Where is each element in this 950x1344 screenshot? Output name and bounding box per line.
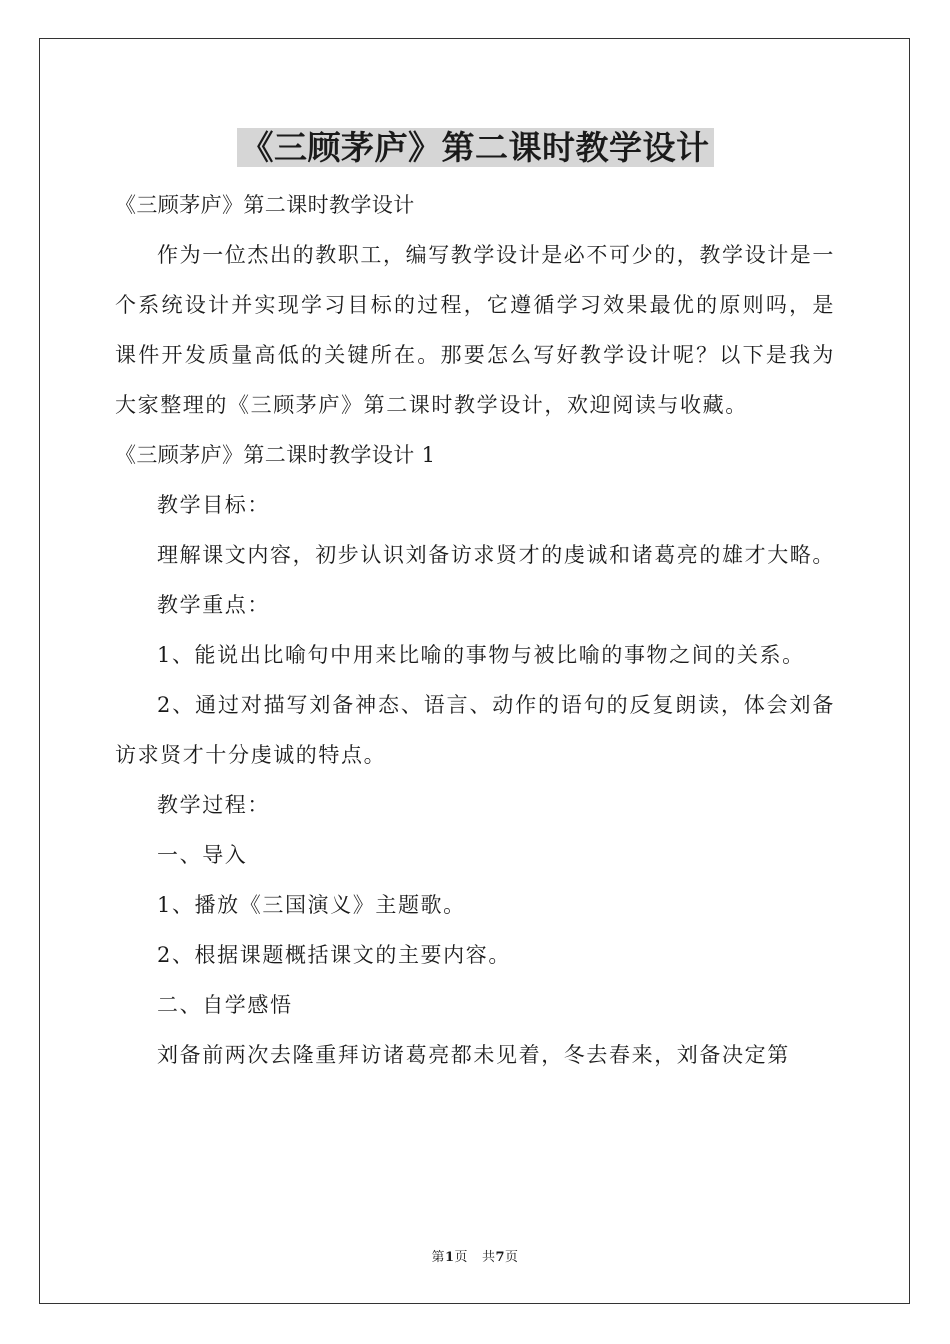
intro-paragraph: 作为一位杰出的教职工，编写教学设计是必不可少的，教学设计是一个系统设计并实现学习目标的过程，它遵循学习效果最优的原则吗，是课件开发质量高低的关键所在。那要怎么写好教学设计呢？以下是我为大家整理的《三顾茅庐》第二课时教学设计，欢迎阅读与收藏。 xyxy=(115,243,835,417)
footer-page-prefix: 第 xyxy=(431,1250,445,1265)
footer-page-suffix: 页 xyxy=(454,1250,469,1265)
footer-total-prefix: 共 xyxy=(481,1250,496,1265)
step-intro-item-1: 1、播放《三国演义》主题歌。 xyxy=(157,893,466,917)
subtitle-line: 《三顾茅庐》第二课时教学设计 xyxy=(115,193,415,217)
step-self-study-heading: 二、自学感悟 xyxy=(157,993,293,1017)
step-intro-heading: 一、导入 xyxy=(157,843,248,867)
heading-teaching-process: 教学过程： xyxy=(157,793,270,817)
key-point-2: 2、通过对描写刘备神态、语言、动作的语句的反复朗读，体会刘备访求贤才十分虔诚的特点。 xyxy=(115,693,835,767)
section-heading: 《三顾茅庐》第二课时教学设计 1 xyxy=(115,443,436,467)
document-body xyxy=(115,180,835,1080)
footer-page-total: 7 xyxy=(495,1250,506,1265)
footer-page-current: 1 xyxy=(444,1250,455,1265)
footer-total-suffix: 页 xyxy=(505,1250,519,1265)
document-title xyxy=(0,126,950,170)
page-footer xyxy=(0,1246,950,1265)
heading-teaching-goals: 教学目标： xyxy=(157,493,270,517)
document-title-text: 《三顾茅庐》第二课时教学设计 xyxy=(237,128,714,167)
step-intro-item-2: 2、根据课题概括课文的主要内容。 xyxy=(157,943,511,967)
self-study-paragraph: 刘备前两次去隆重拜访诸葛亮都未见着，冬去春来，刘备决定第 xyxy=(157,1043,790,1067)
key-point-1: 1、能说出比喻句中用来比喻的事物与被比喻的事物之间的关系。 xyxy=(157,643,805,667)
goals-paragraph: 理解课文内容，初步认识刘备访求贤才的虔诚和诸葛亮的雄才大略。 xyxy=(157,543,835,567)
heading-key-points: 教学重点： xyxy=(157,593,270,617)
